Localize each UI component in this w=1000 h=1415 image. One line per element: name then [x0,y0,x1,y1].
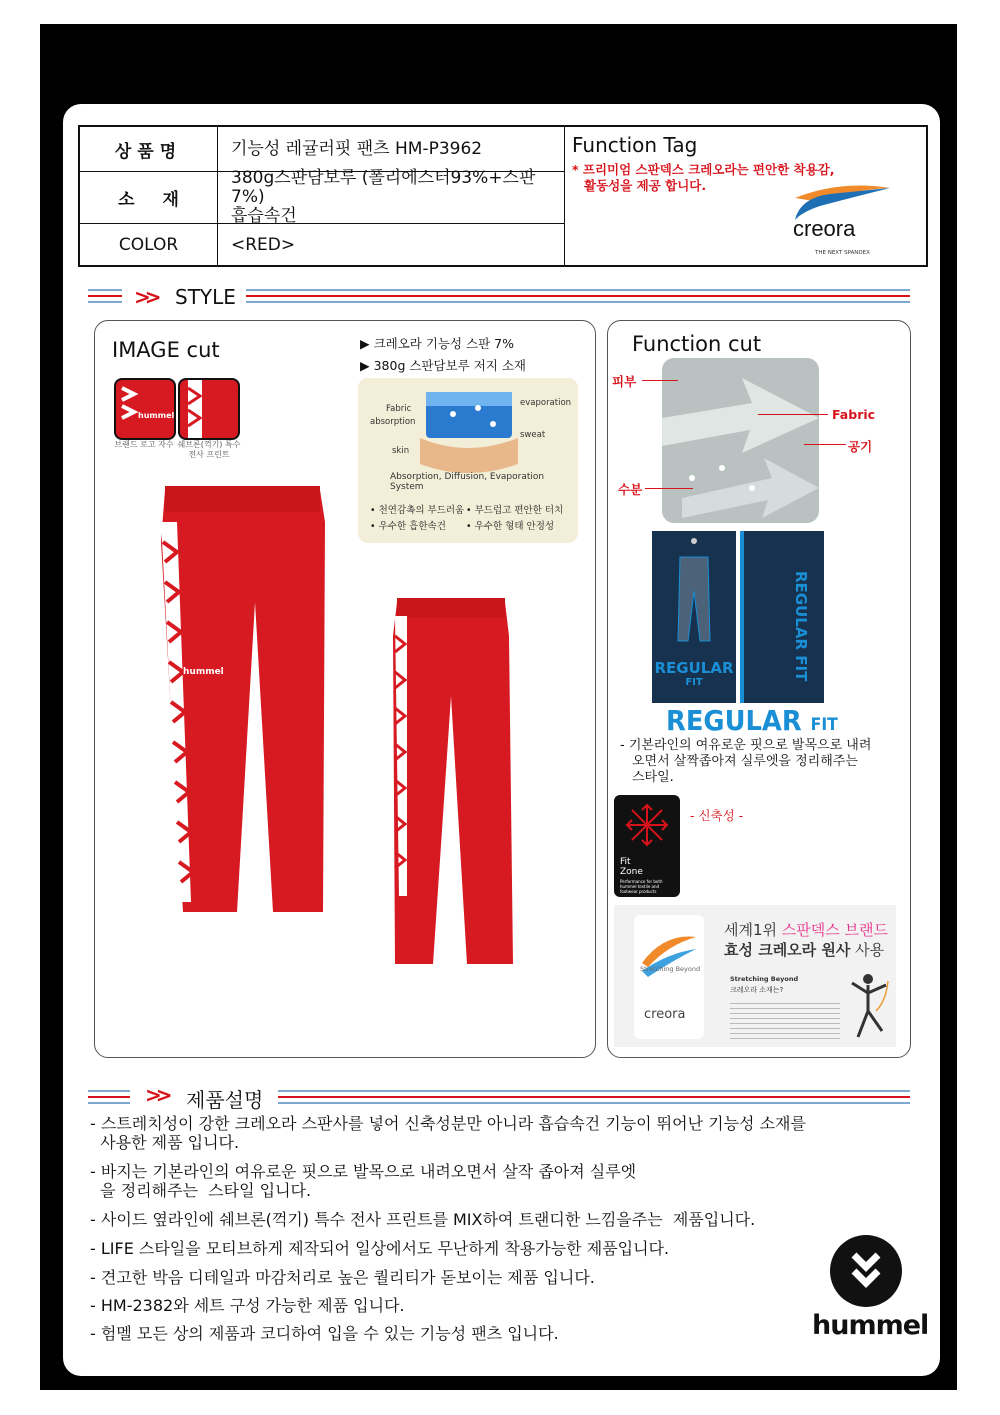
style-lines-right [246,289,910,303]
color-label: COLOR [118,235,179,255]
image-cut-title: IMAGE cut [112,338,220,362]
evaporation-label: evaporation [520,398,572,408]
regular-fit-tag-front [652,531,736,703]
feature-bullet-2: ▶ 380g 스판담보루 저지 소재 [360,358,526,373]
fabric-feature-3: • 우수한 흡한속건 [370,521,446,532]
creora-ad-card-text: Stretching Beyond [640,965,701,973]
fabric-function-image [662,358,819,523]
fabric-feature-4: • 우수한 형태 안정성 [466,521,555,532]
skin-callout: 피부 [612,374,637,389]
material-label: 소재 [118,189,207,210]
desc-line-3: - 바지는 기본라인의 여유로운 핏으로 발목으로 내려오면서 살작 좁아져 실루엣 [90,1162,637,1181]
desc-line-6: - LIFE 스타일을 모티브하게 제작되어 일상에서도 무난하게 착용가능한 제품입니다. [90,1239,670,1258]
desc-section-title: 제품설명 [186,1088,264,1112]
stretch-label: - 신축성 - [690,808,744,823]
absorption-label: absorption [370,417,416,427]
material-value [217,167,564,226]
fit-zone-badge [614,795,680,897]
tag-regular-text: REGULAR [654,659,734,677]
fabric-label: Fabric [386,404,412,414]
system-label: Absorption, Diffusion, Evaporation System [390,472,545,492]
desc-lines-right [278,1090,910,1104]
hummel-logo-icon [830,1235,902,1307]
dancer-image [846,971,890,1041]
logo-thumbnail [114,378,176,440]
creora-logo-text: creora [793,216,856,240]
creora-ad-card [634,915,704,1039]
regular-fit-tag-back [740,531,824,703]
moisture-callout: 수분 [618,482,643,497]
material-value-line-1: 380g스판담보루 (폴리에스터93%+스판7%) [231,167,536,207]
pants-back-image [385,596,525,968]
regular-fit-heading: REGULAR FIT [666,704,838,737]
desc-lines-left [88,1090,130,1104]
svg-text:hummel: hummel [138,411,174,420]
desc-line-9: - 험멜 모든 상의 제품과 코디하여 입을 수 있는 기능성 팬츠 입니다. [90,1324,559,1343]
desc-line-2: 사용한 제품 입니다. [90,1133,240,1152]
regular-fit-description: - 기본라인의 여유로운 핏으로 발목으로 내려 오면서 살짝좁아져 실루엣을 정리해주는 스타일. [620,738,872,785]
creora-ad [614,905,896,1047]
chevron-caption: 쉐브론(꺽기) 특수 전사 프린트 [177,440,241,459]
creora-ad-headline-1: 세계1위 스판덱스 브랜드 [724,921,888,939]
tag-back-regular: REGULAR FIT [792,571,810,682]
desc-line-7: - 견고한 박음 디테일과 마감처리로 높은 퀄리티가 돋보이는 제품 입니다. [90,1268,595,1287]
fabric-feature-2: • 부드럽고 편안한 터치 [466,505,564,516]
skin-label: skin [392,446,410,456]
function-tag-title: Function Tag [572,133,698,157]
creora-logo [790,180,900,240]
fabric-feature-1: • 천연감촉의 부드러움 [370,505,465,516]
desc-line-8: - HM-2382와 세트 구성 가능한 제품 입니다. [90,1296,405,1315]
air-callout-line [804,444,846,445]
creora-ad-body-text [730,999,840,1039]
tag-fit-text: FIT [685,677,703,688]
name-label: 상품명 [114,141,183,162]
desc-line-4: 을 정리해주는 스타일 입니다. [90,1181,312,1200]
color-value: <RED> [231,234,296,255]
style-arrow-icon: >> [134,285,156,309]
function-tag-note-line-2: 활동성을 제공 합니다. [584,178,707,193]
skin-callout-line [642,380,678,381]
pants-front-image [155,482,335,922]
desc-line-1: - 스트레치성이 강한 크레오라 스판사를 넣어 신축성분만 아니라 흡습속건 기능이 뛰어난 기능성 소재를 [90,1114,806,1133]
fabric-callout-line [758,414,828,415]
fit-zone-sub: Performance for both hummel textile and footwear products [620,879,663,894]
creora-ad-stretching: Stretching Beyond [730,975,799,983]
chevron-thumbnail [178,378,240,440]
hummel-logo-text: hummel [812,1310,929,1341]
creora-tagline: THE NEXT SPANDEX [815,250,870,256]
desc-arrow-icon: >> [145,1083,167,1107]
logo-caption: 브랜드 로고 자수 [114,440,174,449]
air-callout: 공기 [848,439,873,454]
style-lines-left [88,289,122,303]
style-section-title: STYLE [175,285,236,309]
svg-text:hummel: hummel [183,667,224,677]
creora-ad-question: 크레오라 소재는? [730,986,784,994]
fit-zone-label: Fit Zone [620,857,643,877]
material-value-line-2: 흡습속건 [231,205,297,226]
function-cut-title: Function cut [632,332,762,356]
creora-ad-headline-2: 효성 크레오라 원사 사용 [724,941,885,959]
function-tag-note-line-1: * 프리미엄 스판덱스 크레오라는 편안한 착용감, [572,162,835,177]
fabric-diagram [358,378,578,543]
desc-line-5: - 사이드 옆라인에 쉐브론(꺽기) 특수 전사 프린트를 MIX하여 트랜디한 느낌을주는 제품입니다. [90,1210,756,1229]
sweat-label: sweat [520,430,546,440]
creora-ad-card-brand: creora [644,1007,686,1022]
name-value: 기능성 레귤러핏 팬츠 HM-P3962 [231,138,483,159]
moisture-callout-line [645,488,693,489]
fabric-callout: Fabric [832,407,876,422]
feature-bullet-1: ▶ 크레오라 기능성 스판 7% [360,336,515,351]
